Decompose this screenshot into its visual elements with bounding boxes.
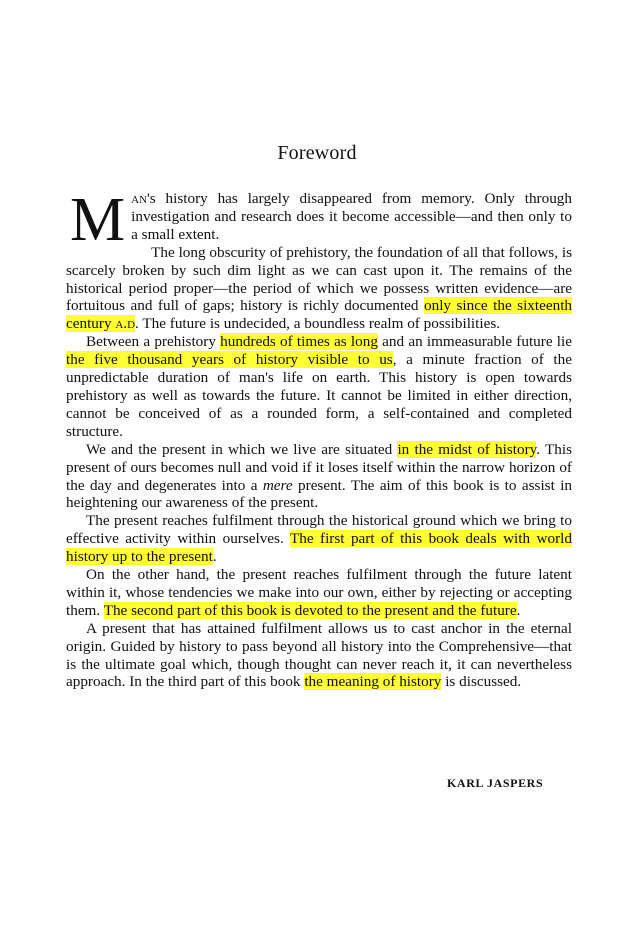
highlighted-text: The first part of this book deals with world history up to the present: [66, 530, 572, 566]
paragraph-text: The present reaches fulfilment through the historical ground which we bring to effective activity within ourselves.: [66, 512, 572, 548]
paragraph-text: and an immeasurable future lie: [377, 333, 572, 351]
paragraph-text: A present that has attained fulfilment allows us to cast anchor in the eternal origin. Guided by history to pass beyond all history into the Comprehensive—that is the ultimate goal which, though thought can never reach it, it can nevertheless approach. In the third part of this book: [66, 619, 572, 691]
paragraph-4: [66, 441, 572, 513]
paragraph-2: [66, 244, 572, 334]
paragraph-text: .: [212, 548, 217, 566]
paragraph-6: [66, 566, 572, 620]
highlighted-text: the five thousand years of history visible to us: [66, 351, 393, 369]
paragraph-text: The long obscurity of prehistory, the foundation of all that follows, is scarcely broken by such dim light as we can cast upon it. The remains of the historical period proper—the period of which we possess written evidence—are fortuitous and full of gaps; history is richly documented: [66, 243, 572, 315]
era-abbreviation: a.d: [115, 315, 136, 333]
emphasis-text: mere: [262, 476, 293, 494]
paragraph-text: 's history has largely disappeared from memory. Only through investigation and research does it become accessible—and then only to a small extent.: [131, 190, 572, 243]
paragraph-text: . This present of ours becomes null and void if it loses itself within the narrow horizon of the day and degenerates into a: [66, 440, 572, 494]
paragraph-text: is discussed.: [441, 673, 522, 691]
highlighted-text: the meaning of history: [304, 673, 442, 691]
small-caps-text: an: [131, 190, 148, 207]
highlight-part: only since the sixteenth century: [66, 297, 573, 333]
paragraph-text: On the other hand, the present reaches fulfilment through the future latent within it, whose tendencies we make into our own, either by rejecting or accepting them.: [66, 566, 572, 619]
page-title: Foreword: [277, 142, 357, 164]
highlighted-text: in the midst of history: [397, 440, 537, 458]
paragraph-1: [66, 186, 572, 254]
foreword-text: [66, 186, 573, 691]
paragraph-text: Between a prehistory: [86, 333, 221, 351]
highlighted-text: hundreds of times as long: [220, 333, 378, 351]
paragraph-text: present. The aim of this book is to assist in heightening our awareness of the present.: [66, 476, 573, 512]
paragraph-text: .: [516, 601, 521, 619]
highlighted-text: The second part of this book is devoted to the present and the future: [103, 601, 517, 619]
paragraph-5: [66, 512, 572, 566]
paragraph-text: We and the present in which we live are situated: [86, 440, 398, 458]
author-signature: KARL JASPERS: [447, 776, 544, 790]
paragraph-text: . The future is undecided, a boundless realm of possibilities.: [135, 315, 501, 333]
paragraph-3: [66, 333, 572, 440]
paragraph-text: , a minute fraction of the unpredictable duration of man's life on earth. This history is open towards prehistory as well as towards the future. It cannot be limited in either direction, cannot be conceived of as a rounded form, a self-contained and completed structure.: [66, 351, 572, 440]
paragraph-7: [66, 620, 572, 692]
drop-cap: M: [70, 186, 126, 254]
